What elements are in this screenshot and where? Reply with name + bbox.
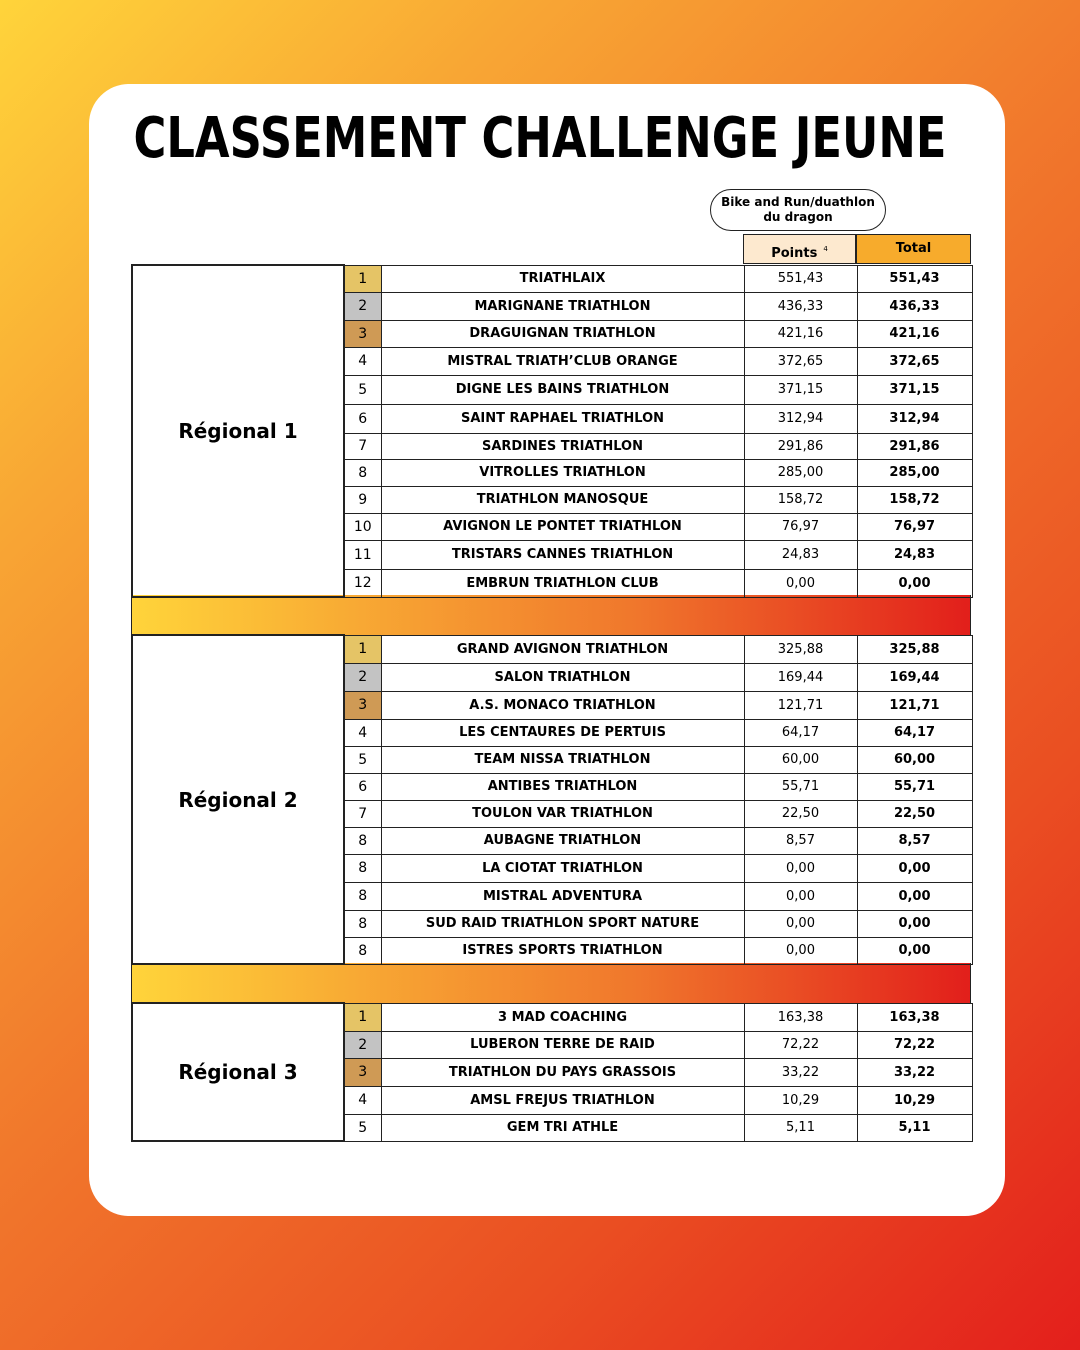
- total-cell: 0,00: [857, 910, 972, 937]
- total-cell: 371,15: [857, 375, 972, 404]
- rank-cell: 1: [344, 265, 381, 292]
- rank-cell: 7: [344, 433, 381, 459]
- points-cell: 169,44: [744, 663, 857, 691]
- points-cell: 312,94: [744, 404, 857, 433]
- total-cell: 285,00: [857, 459, 972, 486]
- points-cell: 325,88: [744, 635, 857, 663]
- points-cell: 10,29: [744, 1086, 857, 1114]
- club-name-cell: SAINT RAPHAEL TRIATHLON: [381, 404, 744, 433]
- rank-cell: 12: [344, 569, 381, 597]
- total-cell: 55,71: [857, 773, 972, 800]
- points-cell: 8,57: [744, 827, 857, 854]
- points-header-label: Points: [771, 246, 818, 261]
- total-cell: 372,65: [857, 347, 972, 375]
- club-name-cell: MISTRAL TRIATH’CLUB ORANGE: [381, 347, 744, 375]
- points-cell: 22,50: [744, 800, 857, 827]
- points-cell: 5,11: [744, 1114, 857, 1141]
- rank-cell: 5: [344, 1114, 381, 1141]
- points-cell: 0,00: [744, 569, 857, 597]
- points-cell: 76,97: [744, 513, 857, 540]
- points-cell: 421,16: [744, 320, 857, 347]
- club-name-cell: TEAM NISSA TRIATHLON: [381, 746, 744, 773]
- total-cell: 0,00: [857, 569, 972, 597]
- points-header-note: 4: [823, 245, 828, 253]
- total-cell: 76,97: [857, 513, 972, 540]
- rank-cell: 3: [344, 320, 381, 347]
- rank-cell: 2: [344, 1031, 381, 1058]
- points-cell: 0,00: [744, 910, 857, 937]
- points-cell: 64,17: [744, 719, 857, 746]
- rank-cell: 3: [344, 1058, 381, 1086]
- rank-cell: 5: [344, 746, 381, 773]
- rank-cell: 8: [344, 910, 381, 937]
- club-name-cell: LA CIOTAT TRIATHLON: [381, 854, 744, 882]
- points-cell: 371,15: [744, 375, 857, 404]
- total-cell: 8,57: [857, 827, 972, 854]
- total-cell: 22,50: [857, 800, 972, 827]
- page-title: CLASSEMENT CHALLENGE JEUNE: [133, 106, 947, 171]
- total-cell: 421,16: [857, 320, 972, 347]
- points-cell: 55,71: [744, 773, 857, 800]
- event-name-pill: Bike and Run/duathlon du dragon: [710, 189, 886, 231]
- points-cell: 0,00: [744, 854, 857, 882]
- points-cell: 121,71: [744, 691, 857, 719]
- table-row: [132, 1003, 972, 1031]
- total-cell: 436,33: [857, 292, 972, 320]
- club-name-cell: LUBERON TERRE DE RAID: [381, 1031, 744, 1058]
- club-name-cell: MARIGNANE TRIATHLON: [381, 292, 744, 320]
- club-name-cell: ISTRES SPORTS TRIATHLON: [381, 937, 744, 964]
- club-name-cell: TOULON VAR TRIATHLON: [381, 800, 744, 827]
- club-name-cell: SARDINES TRIATHLON: [381, 433, 744, 459]
- rank-cell: 8: [344, 882, 381, 910]
- points-cell: 72,22: [744, 1031, 857, 1058]
- points-cell: 60,00: [744, 746, 857, 773]
- rank-cell: 4: [344, 1086, 381, 1114]
- rank-cell: 1: [344, 635, 381, 663]
- group-separator-band: [131, 963, 971, 1003]
- rank-cell: 9: [344, 486, 381, 513]
- group-label: Régional 1: [132, 265, 344, 597]
- club-name-cell: AUBAGNE TRIATHLON: [381, 827, 744, 854]
- club-name-cell: TRISTARS CANNES TRIATHLON: [381, 540, 744, 569]
- total-cell: 169,44: [857, 663, 972, 691]
- club-name-cell: TRIATHLAIX: [381, 265, 744, 292]
- rank-cell: 2: [344, 663, 381, 691]
- club-name-cell: EMBRUN TRIATHLON CLUB: [381, 569, 744, 597]
- club-name-cell: SALON TRIATHLON: [381, 663, 744, 691]
- rank-cell: 2: [344, 292, 381, 320]
- rank-cell: 8: [344, 937, 381, 964]
- points-cell: 291,86: [744, 433, 857, 459]
- total-cell: 312,94: [857, 404, 972, 433]
- total-cell: 163,38: [857, 1003, 972, 1031]
- total-cell: 60,00: [857, 746, 972, 773]
- rank-cell: 4: [344, 719, 381, 746]
- points-cell: 0,00: [744, 937, 857, 964]
- rank-cell: 1: [344, 1003, 381, 1031]
- group-label: Régional 3: [132, 1003, 344, 1141]
- club-name-cell: GEM TRI ATHLE: [381, 1114, 744, 1141]
- total-cell: 10,29: [857, 1086, 972, 1114]
- club-name-cell: GRAND AVIGNON TRIATHLON: [381, 635, 744, 663]
- club-name-cell: VITROLLES TRIATHLON: [381, 459, 744, 486]
- points-column-header: [743, 234, 856, 264]
- table-row: [132, 635, 972, 663]
- points-cell: 285,00: [744, 459, 857, 486]
- rank-cell: 5: [344, 375, 381, 404]
- rank-cell: 7: [344, 800, 381, 827]
- club-name-cell: AMSL FREJUS TRIATHLON: [381, 1086, 744, 1114]
- club-name-cell: A.S. MONACO TRIATHLON: [381, 691, 744, 719]
- total-cell: 72,22: [857, 1031, 972, 1058]
- club-name-cell: LES CENTAURES DE PERTUIS: [381, 719, 744, 746]
- rank-cell: 11: [344, 540, 381, 569]
- group-separator-band: [131, 595, 971, 635]
- rank-cell: 6: [344, 773, 381, 800]
- club-name-cell: TRIATHLON DU PAYS GRASSOIS: [381, 1058, 744, 1086]
- points-cell: 372,65: [744, 347, 857, 375]
- total-cell: 551,43: [857, 265, 972, 292]
- club-name-cell: 3 MAD COACHING: [381, 1003, 744, 1031]
- points-cell: 0,00: [744, 882, 857, 910]
- total-column-header: Total: [856, 234, 971, 264]
- rank-cell: 8: [344, 854, 381, 882]
- group-label: Régional 2: [132, 635, 344, 964]
- club-name-cell: DRAGUIGNAN TRIATHLON: [381, 320, 744, 347]
- club-name-cell: ANTIBES TRIATHLON: [381, 773, 744, 800]
- total-cell: 24,83: [857, 540, 972, 569]
- rank-cell: 4: [344, 347, 381, 375]
- club-name-cell: TRIATHLON MANOSQUE: [381, 486, 744, 513]
- points-cell: 551,43: [744, 265, 857, 292]
- club-name-cell: AVIGNON LE PONTET TRIATHLON: [381, 513, 744, 540]
- table-row: [132, 265, 972, 292]
- rank-cell: 8: [344, 827, 381, 854]
- total-cell: 64,17: [857, 719, 972, 746]
- points-cell: 24,83: [744, 540, 857, 569]
- total-cell: 5,11: [857, 1114, 972, 1141]
- ranking-table: [131, 1002, 973, 1142]
- ranking-table: [131, 634, 973, 965]
- total-cell: 33,22: [857, 1058, 972, 1086]
- rank-cell: 10: [344, 513, 381, 540]
- points-cell: 33,22: [744, 1058, 857, 1086]
- club-name-cell: SUD RAID TRIATHLON SPORT NATURE: [381, 910, 744, 937]
- total-cell: 0,00: [857, 882, 972, 910]
- club-name-cell: MISTRAL ADVENTURA: [381, 882, 744, 910]
- rank-cell: 6: [344, 404, 381, 433]
- ranking-table: [131, 264, 973, 598]
- club-name-cell: DIGNE LES BAINS TRIATHLON: [381, 375, 744, 404]
- points-cell: 163,38: [744, 1003, 857, 1031]
- rank-cell: 8: [344, 459, 381, 486]
- total-cell: 291,86: [857, 433, 972, 459]
- points-cell: 436,33: [744, 292, 857, 320]
- total-cell: 0,00: [857, 937, 972, 964]
- total-cell: 325,88: [857, 635, 972, 663]
- rank-cell: 3: [344, 691, 381, 719]
- total-cell: 121,71: [857, 691, 972, 719]
- total-cell: 0,00: [857, 854, 972, 882]
- points-cell: 158,72: [744, 486, 857, 513]
- total-cell: 158,72: [857, 486, 972, 513]
